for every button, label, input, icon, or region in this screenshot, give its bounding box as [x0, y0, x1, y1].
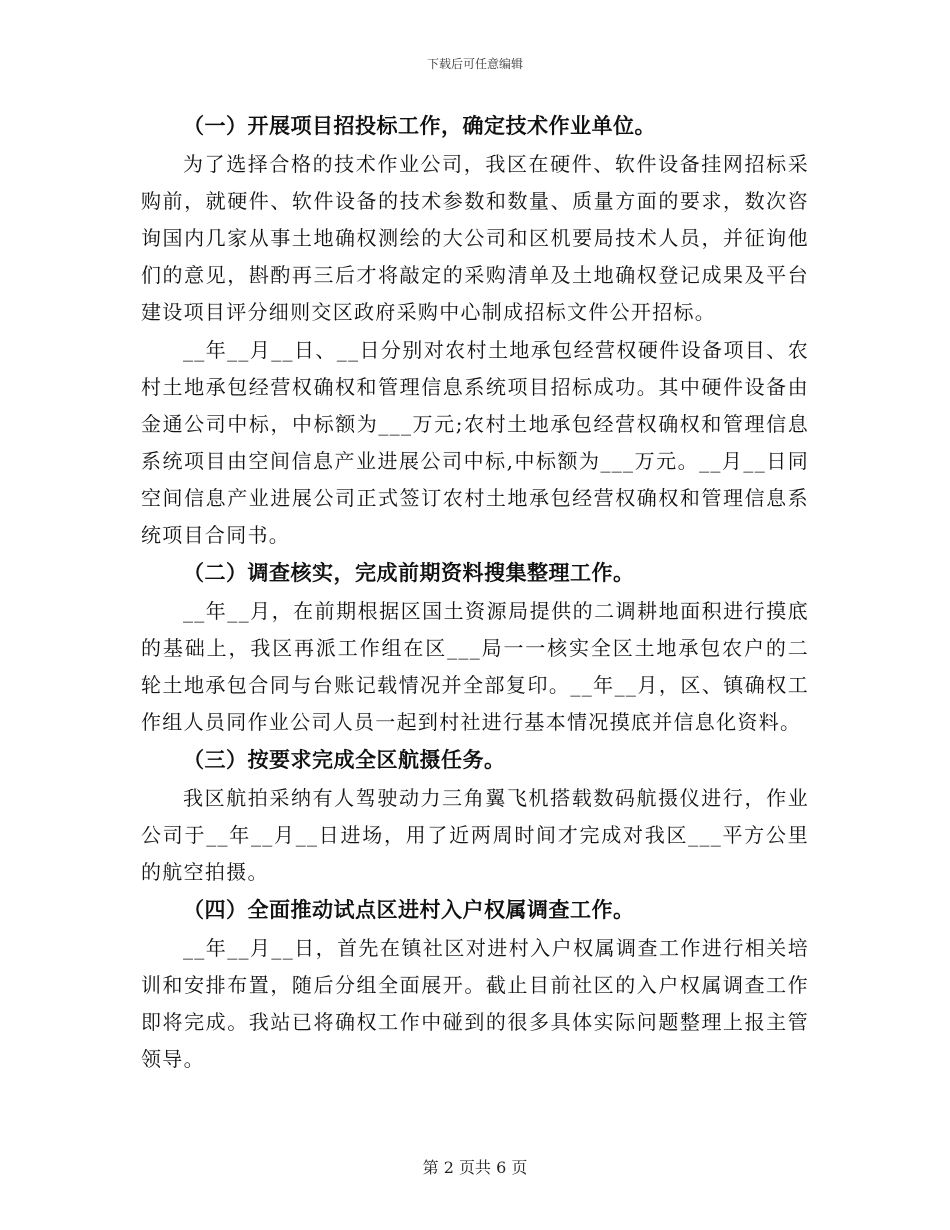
section-2-heading: （二）调查核实，完成前期资料搜集整理工作。	[183, 561, 635, 585]
document-body	[141, 108, 809, 1079]
section-1-paragraph-1: 为了选择合格的技术作业公司，我区在硬件、软件设备挂网招标采购前，就硬件、软件设备的技术参数和数量、质量方面的要求，数次咨询国内几家从事土地确权测绘的大公司和区机要局技术人员，并征询他们的意见，斟酌再三后才将敲定的采购清单及土地确权登记成果及平台建设项目评分细则交区政府采购中心制成招标文件公开招标。	[141, 152, 809, 324]
section-1-heading: （一）开展项目招投标工作，确定技术作业单位。	[183, 114, 656, 138]
section-3-paragraph-1: 我区航拍采纳有人驾驶动力三角翼飞机搭载数码航摄仪进行，作业公司于__年__月__日进场，用了近两周时间才完成对我区___平方公里的航空拍摄。	[141, 786, 809, 884]
section-3-heading: （三）按要求完成全区航摄任务。	[183, 748, 506, 772]
section-2-paragraph-1: __年__月，在前期根据区国土资源局提供的二调耕地面积进行摸底的基础上，我区再派工作组在区___局一一核实全区土地承包农户的二轮土地承包合同与台账记载情况并全部复印。__年__月，区、镇确权工作组人员同作业公司人员一起到村社进行基本情况摸底并信息化资料。	[141, 599, 809, 734]
section-4-paragraph-1: __年__月__日，首先在镇社区对进村入户权属调查工作进行相关培训和安排布置，随后分组全面展开。截止目前社区的入户权属调查工作即将完成。我站已将确权工作中碰到的很多具体实际问题整理上报主管领导。	[141, 936, 809, 1071]
page-header-note: 下载后可任意编辑	[426, 57, 523, 71]
section-4-heading: （四）全面推动试点区进村入户权属调查工作。	[183, 898, 635, 922]
section-1-paragraph-2: __年__月__日、__日分别对农村土地承包经营权硬件设备项目、农村土地承包经营权确权和管理信息系统项目招标成功。其中硬件设备由金通公司中标，中标额为___万元;农村土地承包经营权确权和管理信息系统项目由空间信息产业进展公司中标,中标额为___万元。__月__日同空间信息产业进展公司正式签订农村土地承包经营权确权和管理信息系统项目合同书。	[141, 338, 809, 547]
page-number-footer: 第 2 页共 6 页	[422, 1158, 528, 1177]
